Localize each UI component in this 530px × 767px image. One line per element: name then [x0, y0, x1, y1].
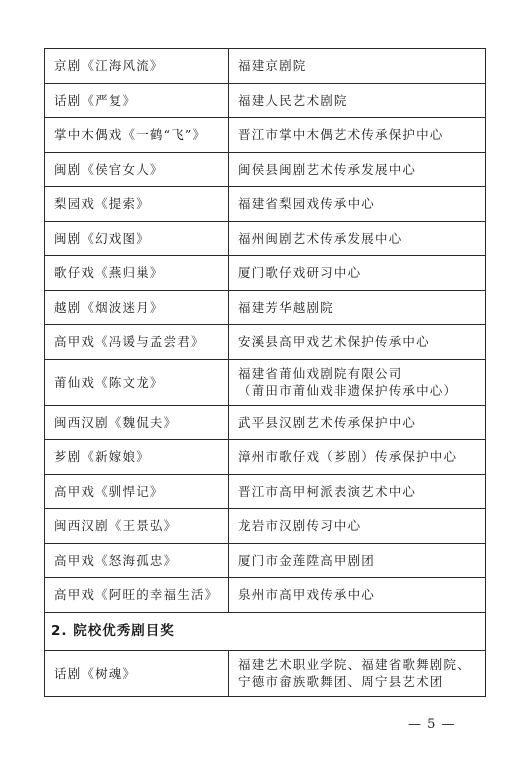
play-title-cell: 闽剧《幻戏图》 — [45, 221, 229, 256]
play-title-cell: 高甲戏《冯谖与孟尝君》 — [45, 325, 229, 360]
performing-unit-cell — [229, 578, 486, 613]
performing-unit-cell — [229, 256, 486, 291]
performing-unit-cell — [229, 474, 486, 509]
play-title-cell: 闽西汉剧《魏侃夫》 — [45, 405, 229, 440]
table-row — [45, 325, 486, 360]
performing-unit-cell — [229, 83, 486, 118]
performing-unit-line: 晋江市掌中木偶艺术传承保护中心 — [238, 127, 444, 143]
table-row — [45, 543, 486, 578]
performing-unit-line: 厦门歌仔戏研习中心 — [238, 265, 362, 281]
table-row — [45, 578, 486, 613]
performing-unit-line: 漳州市歌仔戏（芗剧）传承保护中心 — [238, 449, 458, 465]
performing-unit-line: 福建人民艺术剧院 — [238, 92, 348, 108]
performing-unit-line: 安溪县高甲戏艺术保护传承中心 — [238, 334, 430, 350]
performing-unit-line: （莆田市莆仙戏非遗保护传承中心） — [238, 383, 458, 398]
play-title-cell: 掌中木偶戏《一鹤“飞”》 — [45, 118, 229, 153]
table-row — [45, 440, 486, 475]
table-row — [45, 474, 486, 509]
performing-unit-line: 宁德市畲族歌舞团、周宁县艺术团 — [238, 674, 444, 689]
page-number: — 5 — — [408, 717, 456, 732]
performing-unit-line: 晋江市高甲柯派表演艺术中心 — [238, 483, 417, 499]
section-heading: 2. 院校优秀剧目奖 — [45, 612, 486, 650]
section-heading-row — [45, 612, 486, 650]
table-row — [45, 83, 486, 118]
performing-unit-cell — [229, 440, 486, 475]
performing-unit-line: 厦门市金莲陞高甲剧团 — [238, 552, 376, 568]
play-title-cell: 芗剧《新嫁娘》 — [45, 440, 229, 475]
play-title-cell: 莆仙戏《陈文龙》 — [45, 359, 229, 405]
performing-unit-cell — [229, 152, 486, 187]
play-title-cell: 闽西汉剧《王景弘》 — [45, 509, 229, 544]
performing-unit-cell — [229, 49, 486, 84]
performing-unit-cell — [229, 359, 486, 405]
table-row — [45, 509, 486, 544]
performing-unit-cell — [229, 509, 486, 544]
play-title-cell: 闽剧《侯官女人》 — [45, 152, 229, 187]
play-title-cell: 高甲戏《驯悍记》 — [45, 474, 229, 509]
play-title-cell: 歌仔戏《燕归巢》 — [45, 256, 229, 291]
play-title-cell: 高甲戏《怒海孤忠》 — [45, 543, 229, 578]
performing-unit-line: 福建省梨园戏传承中心 — [238, 196, 376, 212]
performing-unit-cell — [229, 118, 486, 153]
performing-unit-cell — [229, 405, 486, 440]
table-row — [45, 49, 486, 84]
performing-unit-line: 武平县汉剧艺术传承保护中心 — [238, 414, 417, 430]
play-title-cell: 高甲戏《阿旺的幸福生活》 — [45, 578, 229, 613]
performing-unit-line: 福建艺术职业学院、福建省歌舞剧院、 — [238, 657, 471, 672]
award-table-body — [45, 49, 486, 697]
play-title-cell: 梨园戏《提索》 — [45, 187, 229, 222]
play-title-cell: 京剧《江海风流》 — [45, 49, 229, 84]
table-row — [45, 152, 486, 187]
table-row — [45, 359, 486, 405]
award-table — [44, 48, 486, 697]
performing-unit-cell — [229, 187, 486, 222]
performing-unit-cell — [229, 290, 486, 325]
document-page — [44, 48, 486, 697]
performing-unit-line: 福建芳华越剧院 — [238, 299, 334, 315]
performing-unit-line: 福州闽剧艺术传承发展中心 — [238, 230, 403, 246]
performing-unit-cell — [229, 543, 486, 578]
performing-unit-cell — [229, 650, 486, 696]
table-row — [45, 405, 486, 440]
play-title-cell: 话剧《树魂》 — [45, 650, 229, 696]
table-row — [45, 650, 486, 696]
table-row — [45, 187, 486, 222]
table-row — [45, 221, 486, 256]
table-row — [45, 118, 486, 153]
table-row — [45, 256, 486, 291]
performing-unit-line: 福建京剧院 — [238, 58, 307, 74]
play-title-cell: 越剧《烟波迷月》 — [45, 290, 229, 325]
performing-unit-line: 龙岩市汉剧传习中心 — [238, 518, 362, 534]
play-title-cell: 话剧《严复》 — [45, 83, 229, 118]
table-row — [45, 290, 486, 325]
performing-unit-line: 闽侯县闽剧艺术传承发展中心 — [238, 161, 417, 177]
performing-unit-cell — [229, 325, 486, 360]
performing-unit-line: 泉州市高甲戏传承中心 — [238, 587, 376, 603]
performing-unit-cell — [229, 221, 486, 256]
performing-unit-line: 福建省莆仙戏剧院有限公司 — [238, 366, 403, 381]
